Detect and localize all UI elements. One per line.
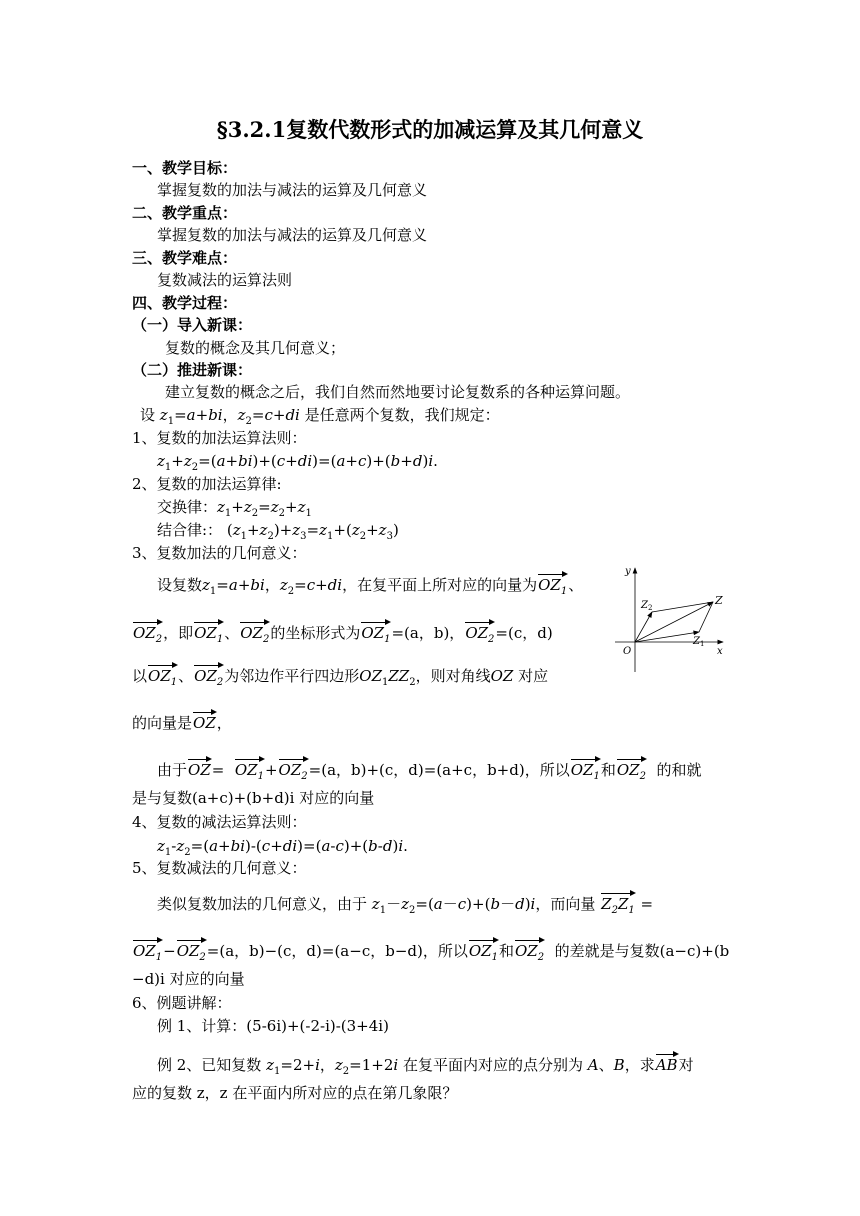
sum-tail: 的和就 xyxy=(656,761,702,779)
diff-line-1: 类似复数加法的几何意义，由于 $z_1-z_2=(a-c)+(b-d)i$，而向量 $Z_2Z_1$ = xyxy=(157,891,653,921)
advance-text: 建立复数的概念之后，我们自然而然地要讨论复数系的各种运算问题。 xyxy=(165,383,631,401)
since-text-1: 由于 xyxy=(157,761,188,779)
geo-line-3: 以$OZ_1$、$OZ_2$为邻边作平行四边形$OZ_1ZZ_2$，则对角线OZ 对应 xyxy=(132,663,548,693)
he-2: 和 xyxy=(498,942,514,960)
ex2-mid: 在复平面内对应的点分别为 xyxy=(403,1056,584,1074)
objectives-text: 掌握复数的加法与减法的运算及几何意义 xyxy=(157,181,428,199)
sep-2: 、 xyxy=(224,624,240,642)
geo-text-h: 的向量是 xyxy=(132,714,193,732)
diff-line-2: $OZ_1-OZ_2=(a$，b)−(c，d)=(a−c，b−d)，所以$OZ_1$和$OZ_2$ 的差就是与复数(a−c)+(b xyxy=(132,938,729,968)
geo-text-c: ，即 xyxy=(163,624,194,642)
geo-text-b: ，在复平面上所对应的向量为 xyxy=(342,576,538,594)
cd-pair: =(c，d) xyxy=(495,624,553,642)
example-1: 例 1、计算：(5-6i)+(-2-i)-(3+4i) xyxy=(157,1017,389,1035)
label-o: O xyxy=(623,646,632,657)
label-x: x xyxy=(717,646,723,657)
geo-text-f: ，则对角线 xyxy=(415,667,491,685)
label-y: y xyxy=(625,566,631,577)
comma-1: ， xyxy=(216,714,232,732)
geo-line-2: $OZ_2$，即$OZ_1$、$OZ_2$的坐标形式为$OZ_1=(a$，b)，$OZ_2=(c$，d) xyxy=(132,620,553,650)
heading-difficulties: 三、教学难点： xyxy=(132,249,238,267)
sub-text-a: 类似复数加法的几何意义，由于 xyxy=(157,895,368,913)
geo-text-e: 为邻边作平行四边形 xyxy=(224,667,360,685)
associative-label: 结合律:： xyxy=(157,521,223,539)
example-2-line-1: 例 2、已知复数 $z_1=2+i$，$z_2=1+2i$ 在复平面内对应的点分别为 A、B，求AB对 xyxy=(157,1052,694,1082)
geo-text-g: 对应 xyxy=(518,667,549,685)
diff-eq: =(a，b)−(c，d)=(a−c，b−d)，所以 xyxy=(206,942,468,960)
difficulties-text: 复数减法的运算法则 xyxy=(157,271,293,289)
item-5-heading: 5、复数减法的几何意义： xyxy=(132,859,307,877)
item-1-heading: 1、复数的加法运算法则： xyxy=(132,429,307,447)
geo-line-4: 的向量是OZ， xyxy=(132,710,232,733)
sum-line-2: 是与复数(a+c)+(b+d)i 对应的向量 xyxy=(132,789,375,807)
side-z1z xyxy=(699,602,713,632)
associative-law: 结合律:： $(z_1+z_2)+z_3=z_1+(z_2+z_3)$ xyxy=(157,521,399,542)
diff-line-3: −d)i 对应的向量 xyxy=(132,970,245,988)
heading-process: 四、教学过程： xyxy=(132,294,238,312)
label-z1: $Z_1$ xyxy=(693,636,705,648)
geo-line-1: 设复数$z_1=a+bi$，$z_2=c+di$，在复平面上所对应的向量为$OZ_1$、 xyxy=(157,572,583,602)
ex2-end: ，求 xyxy=(624,1056,655,1074)
key-points-text: 掌握复数的加法与减法的运算及几何意义 xyxy=(157,226,428,244)
define-post: 是任意两个复数，我们规定： xyxy=(304,406,500,424)
heading-objectives: 一、教学目标： xyxy=(132,159,238,177)
sum-line-1: 由于$OZ= OZ_1+OZ_2=(a$，b)+(c，d)=(a+c，b+d)，所以$OZ_1$和$OZ_2$ 的和就 xyxy=(157,757,702,787)
item-2-heading: 2、复数的加法运算律: xyxy=(132,475,282,493)
example-2-line-2: 应的复数 z，z 在平面内所对应的点在第几象限？ xyxy=(132,1084,458,1102)
diff-tail: 的差就是与复数(a−c)+(b xyxy=(554,942,730,960)
label-z: Z xyxy=(715,594,723,607)
heading-intro: （一）导入新课： xyxy=(132,316,253,334)
he-1: 和 xyxy=(600,761,616,779)
subtraction-formula: $z_1-z_2=(a+bi)-(c+di)=(a-c)+(b-d)i$. xyxy=(157,837,408,858)
ex2-tail: 对 xyxy=(678,1056,694,1074)
ex2-pre: 例 2、已知复数 xyxy=(157,1056,262,1074)
item-6-heading: 6、例题讲解： xyxy=(132,994,232,1012)
label-z2: $Z_2$ xyxy=(641,600,653,612)
page-title: §3.2.1复数代数形式的加减运算及其几何意义 xyxy=(216,117,644,142)
define-pre: 设 xyxy=(140,406,156,424)
commutative-label: 交换律： xyxy=(157,498,218,516)
definition-line: 设 $z_1=a+bi$，$z_2=c+di$ 是任意两个复数，我们规定： xyxy=(140,406,500,427)
yi-text: 以 xyxy=(132,667,148,685)
commutative-law: 交换律：$z_1+z_2=z_2+z_1$ xyxy=(157,498,312,519)
heading-key-points: 二、教学重点： xyxy=(132,204,238,222)
sep-3: 、 xyxy=(178,667,194,685)
item-3-heading: 3、复数加法的几何意义： xyxy=(132,544,307,562)
sum-eq: =(a，b)+(c，d)=(a+c，b+d)，所以 xyxy=(308,761,570,779)
intro-text: 复数的概念及其几何意义； xyxy=(165,339,346,357)
sub-text-b: ，而向量 xyxy=(535,895,596,913)
geo-text-a: 设复数 xyxy=(157,576,203,594)
item-4-heading: 4、复数的减法运算法则： xyxy=(132,813,307,831)
heading-advance: （二）推进新课： xyxy=(132,361,253,379)
ab-pair: =(a，b)， xyxy=(391,624,465,642)
geo-text-d: 的坐标形式为 xyxy=(270,624,361,642)
addition-formula: $z_1+z_2=(a+bi)+(c+di)=(a+c)+(b+d)i$. xyxy=(157,452,438,473)
sep-1: 、 xyxy=(568,576,584,594)
parallelogram-figure xyxy=(611,562,729,674)
